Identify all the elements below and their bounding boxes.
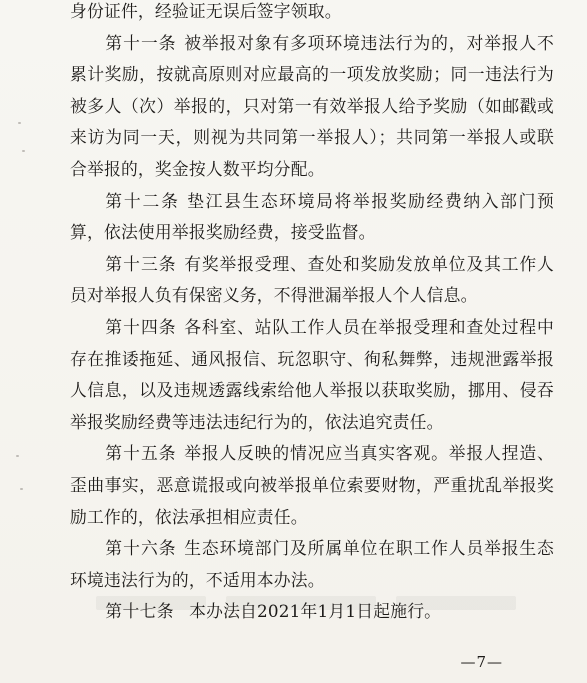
- article-13: [70, 249, 554, 312]
- article-heading: 第十二条: [105, 190, 180, 211]
- article-text: 本办法自2021年1月1日起施行。: [189, 601, 442, 622]
- article-heading: 第十六条: [105, 538, 177, 559]
- article-text: 举报人反映的情况应当真实客观。举报人捏造、歪曲事实，恶意谎报或向被举报单位索要财物，严重扰乱举报奖励工作的，依法承担相应责任。: [70, 443, 554, 527]
- article-text: 生态环境部门及所属单位在职工作人员举报生态环境违法行为的，不适用本办法。: [70, 538, 554, 590]
- article-heading: 第十一条: [105, 32, 177, 53]
- article-14: [70, 312, 554, 438]
- scan-speck: [16, 455, 19, 457]
- article-16: [70, 533, 554, 596]
- article-17: [70, 596, 554, 628]
- article-text: 有奖举报受理、查处和奖励发放单位及其工作人员对举报人负有保密义务，不得泄漏举报人个人信息。: [70, 253, 554, 306]
- article-heading: 第十七条: [105, 601, 174, 622]
- article-text: 各科室、站队工作人员在举报受理和查处过程中存在推诿拖延、通风报信、玩忽职守、徇私舞弊，违规泄露举报人信息，以及违规透露线索给他人举报以获取奖励，挪用、侵吞举报奖励经费等违法违纪行为的，依法追究责任。: [70, 316, 554, 432]
- article-text: 垫江县生态环境局将举报奖励经费纳入部门预算，依法使用举报奖励经费，接受监督。: [70, 190, 554, 243]
- document-body: [70, 0, 554, 628]
- article-12: [70, 186, 554, 249]
- article-heading: 第十四条: [105, 316, 177, 337]
- scan-speck: [22, 150, 25, 152]
- article-text: 被举报对象有多项环境违法行为的，对举报人不累计奖励，按就高原则对应最高的一项发放奖励；同一违法行为被多人（次）举报的，只对第一有效举报人给予奖励（如邮戳或来访为同一天，则视为共同第一举报人）；共同第一举报人或联合举报的，奖金按人数平均分配。: [70, 32, 554, 179]
- article-11: [70, 28, 554, 186]
- scan-speck: [18, 122, 21, 124]
- article-heading: 第十五条: [105, 443, 177, 464]
- article-15: [70, 438, 554, 533]
- paragraph-continuation: 身份证件，经验证无误后签字领取。: [70, 1, 342, 21]
- article-heading: 第十三条: [105, 253, 177, 274]
- scan-speck: [20, 488, 23, 490]
- page-number: —7—: [460, 653, 503, 671]
